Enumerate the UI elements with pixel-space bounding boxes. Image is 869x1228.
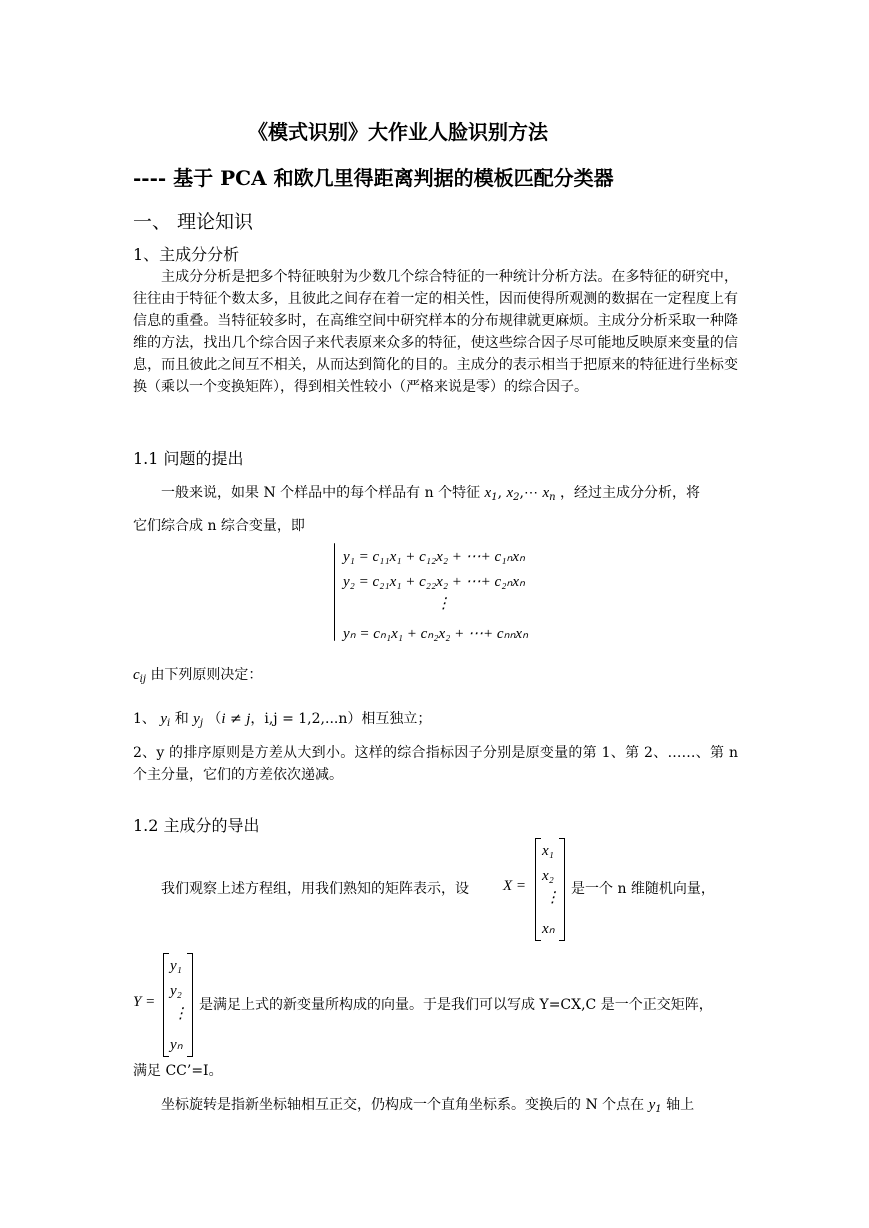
- equation-row: yₙ = cₙ₁x₁ + cₙ₂x₂ + ⋯+ cₙₙxₙ: [343, 626, 529, 642]
- rule1-number: 1、: [133, 711, 156, 727]
- text-1-2-d: 满足 CC’=I。: [133, 1063, 223, 1079]
- rule1-and: 和: [174, 711, 189, 727]
- math-cij: $c_{ij}$: [133, 667, 146, 685]
- vector-y-entry: y₂: [170, 983, 182, 999]
- subsection-heading-1-2: 1.2 主成分的导出: [133, 816, 260, 835]
- vector-x-entry: x₂: [542, 868, 554, 884]
- text-1-1-a: 一般来说，如果 N 个样品中的每个样品有 n 个特征: [161, 485, 481, 501]
- page-subtitle: ---- 基于 PCA 和欧几里得距离判据的模板匹配分类器: [133, 166, 614, 190]
- text-1-2-c: 是满足上式的新变量所构成的向量。于是我们可以写成 Y=CX,C 是一个正交矩阵，: [199, 997, 713, 1013]
- text-1-2-e: 坐标旋转是指新坐标轴相互正交，仍构成一个直角坐标系。变换后的 N 个点在 $y_1$ 轴上: [161, 1097, 695, 1115]
- vector-x-entry: xₙ: [542, 921, 555, 937]
- text-1-1-b: ，经过主成分分析，将: [560, 485, 701, 501]
- equation-row: y₁ = c₁₁x₁ + c₁₂x₂ + ⋯+ c₁ₙxₙ: [343, 549, 526, 565]
- vector-x-entry: ⋮: [545, 890, 560, 906]
- left-brace: [334, 543, 335, 641]
- vector-y-entry: y₁: [170, 958, 182, 974]
- paragraph-1-1-line2: 它们综合成 n 综合变量，即: [133, 518, 305, 534]
- equation-row: y₂ = c₂₁x₁ + c₂₂x₂ + ⋯+ c₂ₙxₙ: [343, 574, 526, 590]
- rule1-paren: （: [207, 711, 222, 727]
- text-rotation: 坐标旋转是指新坐标轴相互正交，仍构成一个直角坐标系。变换后的 N 个点在: [161, 1097, 645, 1113]
- paragraph-pca-intro: 主成分分析是把多个特征映射为少数几个综合特征的一种统计分析方法。在多特征的研究中，往往由于特征个数太多，且彼此之间存在着一定的相关性，因而使得所观测的数据在一定程度上有信息的重叠。当特征较多时，在高维空间中研究样本的分布规律就更麻烦。主成分分析采取一种降维的方法，找出几个综合因子来代表原来众多的特征，使这些综合因子尽可能地反映原来变量的信息，而且彼此之间互不相关，从而达到简化的目的。主成分的表示相当于把原来的特征进行坐标变换（乘以一个变换矩阵），得到相关性较小（严格来说是零）的综合因子。: [133, 269, 738, 395]
- page-title: 《模式识别》大作业人脸识别方法: [248, 120, 548, 144]
- text-cij: 由下列原则决定：: [150, 667, 263, 683]
- rule-2: 2、y 的排序原则是方差从大到小。这样的综合指标因子分别是原变量的第 1、第 2、……、第 n 个主分量，它们的方差依次递减。: [133, 745, 738, 783]
- text-1-2-a: 我们观察上述方程组，用我们熟知的矩阵表示，设: [161, 881, 469, 897]
- equation-row: ⋮: [436, 596, 451, 612]
- paragraph-1-1-line1: [161, 482, 700, 509]
- math-x-label: X =: [503, 878, 527, 894]
- rule-1: 1、 $y_i$ 和 $y_j$ （i ≠ j，i,j = 1,2,...n）相互独立；: [133, 711, 432, 729]
- section-heading-theory: 一、 理论知识: [133, 211, 254, 233]
- cij-line: [133, 664, 262, 691]
- vector-y-entry: yₙ: [170, 1037, 183, 1053]
- math-y-label: Y =: [133, 994, 156, 1010]
- subsection-heading-pca: 1、主成分分析: [133, 245, 240, 264]
- text-1-2-b: 是一个 n 维随机向量，: [571, 881, 715, 897]
- vector-y-entry: ⋮: [173, 1006, 188, 1022]
- text-axis: 轴上: [666, 1097, 695, 1113]
- math-features: $x_1$, $x_2,\cdots$ $x_n$: [484, 485, 556, 503]
- vector-x-entry: x₁: [542, 843, 554, 859]
- rule1-rest: ，i,j = 1,2,...n）相互独立；: [250, 711, 432, 727]
- subsection-heading-1-1: 1.1 问题的提出: [133, 449, 244, 468]
